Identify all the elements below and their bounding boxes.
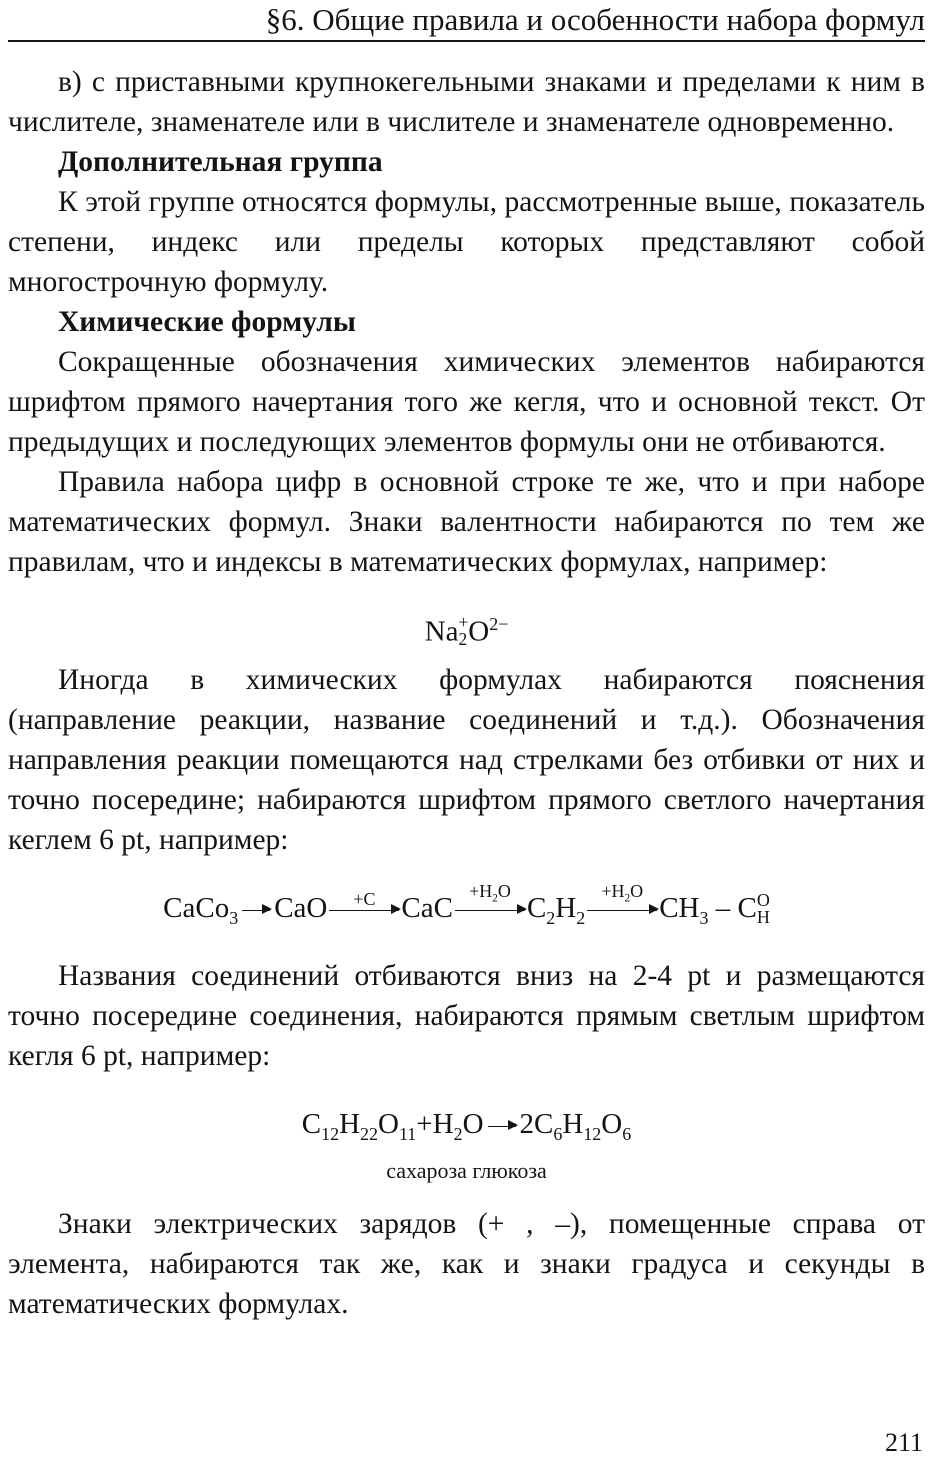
formula-subscript: 6 (622, 1123, 632, 1144)
formula-symbol: H (555, 892, 577, 924)
formula-symbol: O (468, 615, 490, 648)
formula-symbol: H (756, 907, 770, 927)
formula-subscript: 12 (583, 1123, 602, 1144)
paragraph-chemical-elements: Сокращенные обозначения химических элементов набираются шрифтом прямого начертания того же кегля, что и основной текст. От предыдущих и последующих элементов формулы они не отбиваются. (8, 346, 925, 458)
paragraph-electric-charges: Знаки электрических зарядов (+ , –), помещенные справа от элемента, набираются так же, как и знаки градуса и секунды в математических формулах. (8, 1207, 925, 1320)
arrow-label-text: O (497, 881, 511, 902)
page-number: 211 (884, 1428, 923, 1457)
formula-subscript: 3 (229, 907, 239, 928)
formula-valence-example (8, 602, 925, 660)
formula-charge: 2− (489, 614, 509, 634)
formula-subscript: 3 (699, 907, 709, 928)
formula-symbol: 2C (519, 1108, 554, 1140)
formula-reaction-chain (8, 881, 925, 956)
arrow-label (455, 882, 525, 908)
formula-symbol: CaC (401, 892, 453, 924)
paragraph-list-item-v: в) с приставными крупнокегельными знаками и пределами к ним в числителе, знаменателе или в числителе и знаменателе одновременно. (8, 66, 925, 138)
arrow-label-subscript: 2 (492, 892, 498, 905)
paragraph-compound-names: Названия соединений отбиваются вниз на 2-4 pt и размещаются точно посередине соединения, набираются прямым светлым шрифтом кегля 6 pt, например: (8, 960, 925, 1072)
aldehyde-group (756, 889, 770, 927)
formula-symbol: CaO (274, 892, 328, 924)
formula-charge: + (458, 612, 469, 633)
formula-subscript: 2 (453, 1123, 463, 1144)
formula-symbol: H (339, 1108, 361, 1140)
formula-symbol: – C (708, 892, 757, 924)
formula-subscript: 11 (398, 1123, 417, 1144)
paragraph-reaction-direction: Иногда в химических формулах набираются пояснения (направление реакции, название соединений и т.д.). Обозначения направления реакции помещаются над стрелками без отбивки от них и точно посередине; набираются шрифтом прямого светлого начертания кеглем 6 pt, например: (8, 664, 925, 856)
arrow-label-text: +H (601, 881, 625, 902)
formula-symbol: H (562, 1108, 584, 1140)
formula-symbol: CH (659, 892, 700, 924)
arrow-label (587, 882, 657, 908)
formula-valence-stack (458, 614, 468, 647)
formula-symbol: +H (416, 1108, 454, 1140)
reaction-arrow-labeled (329, 888, 399, 911)
heading-chemical-formulas: Химические формулы (58, 306, 356, 338)
formula-sucrose-hydrolysis (8, 1104, 925, 1154)
arrow-label: +C (353, 888, 376, 909)
formula-subscript: 12 (321, 1123, 340, 1144)
formula-subscript: 22 (360, 1123, 379, 1144)
reaction-arrow (488, 1126, 516, 1127)
formula-symbol: O (601, 1108, 623, 1140)
arrow-label-subscript: 2 (624, 892, 631, 905)
paragraph-additional-group: К этой группе относятся формулы, рассмотренные выше, показатель степени, индекс или пределы которых представляют собой многострочную формулу. (8, 186, 925, 298)
formula-symbol: O (756, 889, 770, 910)
formula-symbol: O (378, 1108, 399, 1140)
arrow-label-text: +H (469, 881, 493, 902)
heading-additional-group: Дополнительная группа (58, 146, 383, 178)
formula-symbol: CaCo (163, 892, 230, 924)
formula-symbol: C (526, 892, 547, 924)
formula-subscript: 2 (458, 628, 468, 649)
formula-symbol: O (462, 1108, 484, 1140)
reaction-arrow (242, 910, 270, 911)
formula-symbol: C (301, 1108, 322, 1140)
formula-subscript: 6 (553, 1123, 563, 1144)
formula-subscript: 2 (576, 907, 586, 928)
paragraph-valence-rules: Правила набора цифр в основной строке те же, что и при наборе математических формул. Знаки валентности набираются по тем же правилам, что и индексы в математических формулах, например: (8, 466, 925, 578)
running-title: §6. Общие правила и особенности набора формул (8, 0, 925, 42)
reaction-arrow-labeled (455, 881, 525, 911)
formula-subscript: 2 (546, 907, 556, 928)
page-body (8, 62, 925, 1324)
arrow-label-text: O (630, 881, 644, 902)
reaction-arrow-labeled (587, 881, 657, 911)
formula-caption: сахароза глюкоза (386, 1157, 547, 1183)
formula-symbol: Na (424, 615, 459, 648)
